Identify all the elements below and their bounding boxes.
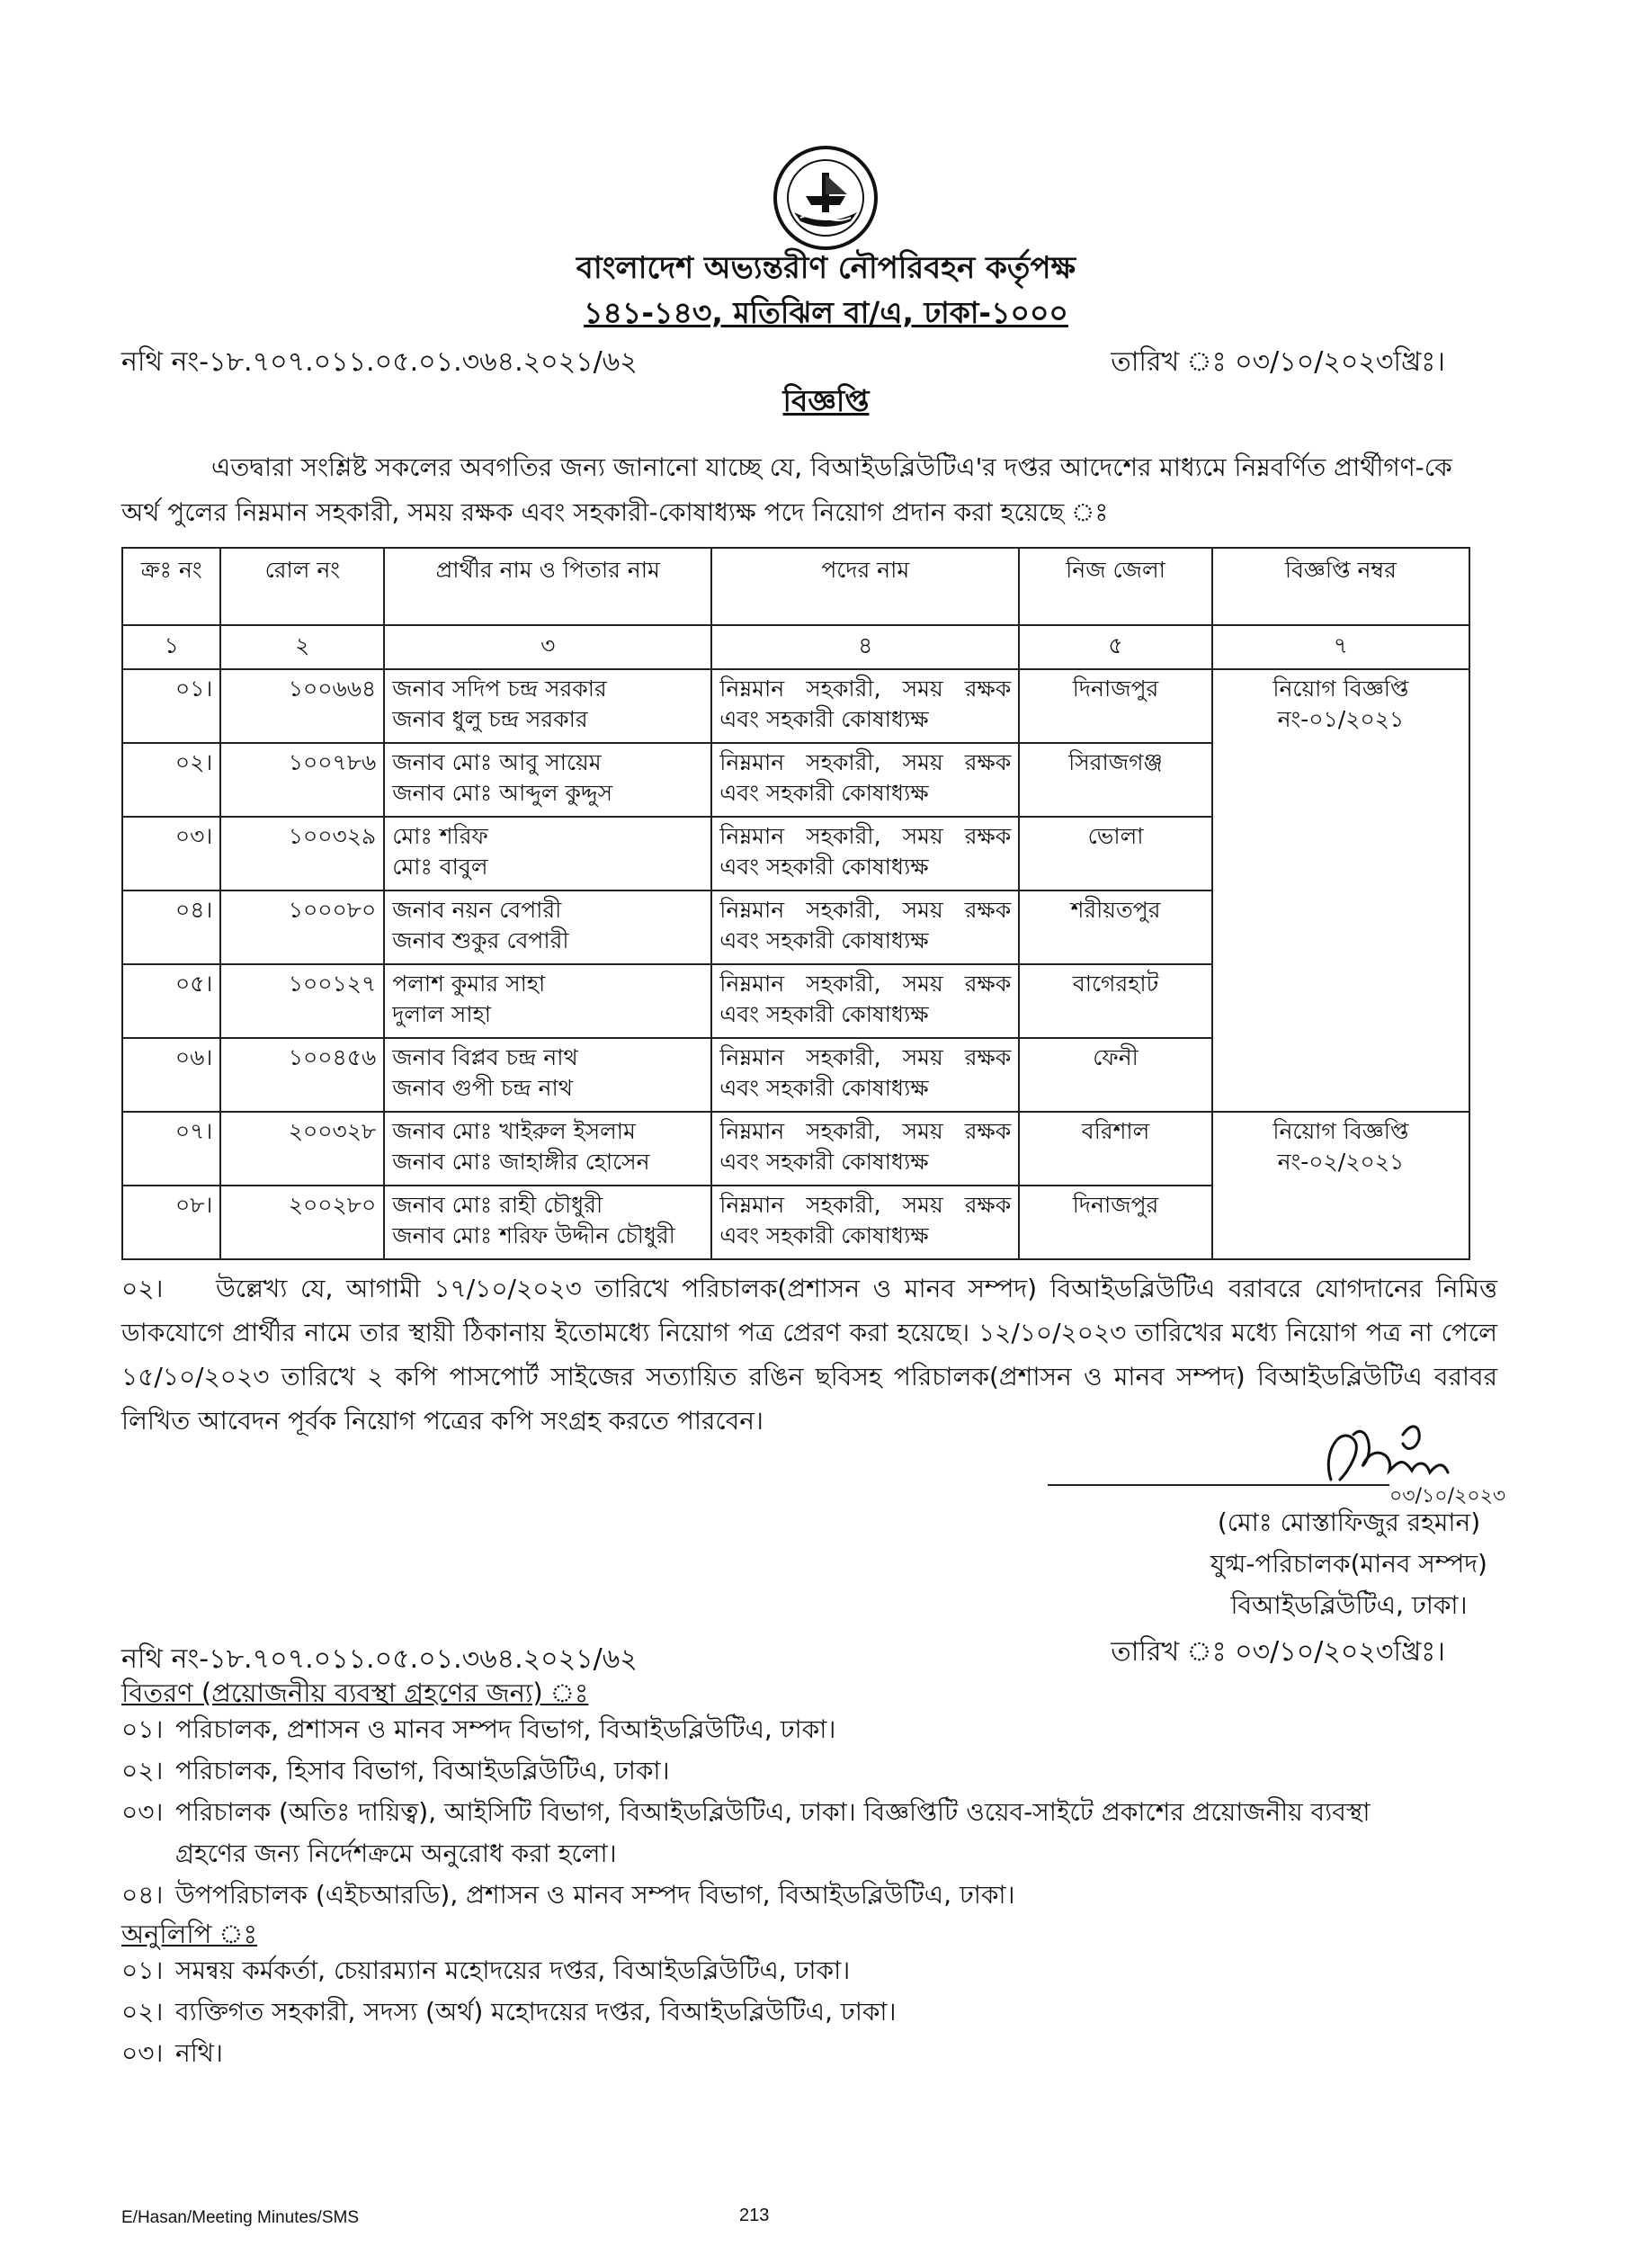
father-name: জনাব মোঃ আব্দুল কুদ্দুস [392, 780, 612, 806]
reference-number: নথি নং-১৮.৭০৭.০১১.০৫.০১.৩৬৪.২০২১/৬২ [121, 346, 638, 378]
cell-district: বরিশাল [1019, 1112, 1212, 1186]
distribution-heading: বিতরণ (প্রয়োজনীয় ব্যবস্থা গ্রহণের জন্য) ঃ [121, 1678, 589, 1708]
issue-date: তারিখ ঃ ০৩/১০/২০২৩খ্রিঃ। [1111, 346, 1445, 378]
signatory-office: বিআইডব্লিউটিএ, ঢাকা। [1230, 1590, 1468, 1620]
cell-serial: ০৩। [122, 817, 220, 890]
cell-post: নিম্নমান সহকারী, সময় রক্ষক এবং সহকারী কোষাধ্যক্ষ [711, 743, 1019, 817]
father-name: জনাব শুকুর বেপারী [392, 927, 569, 953]
cell-advert: নিয়োগ বিজ্ঞপ্তি নং-০১/২০২১ [1212, 669, 1469, 1112]
cell-district: ফেনী [1019, 1038, 1212, 1112]
column-number: ৫ [1019, 625, 1212, 669]
signatory-name: (মোঃ মোস্তাফিজুর রহমান) [1217, 1508, 1481, 1537]
notice-title: বিজ্ঞপ্তি [782, 383, 870, 418]
cell-roll: ১০০১২৭ [220, 964, 384, 1038]
cell-post: নিম্নমান সহকারী, সময় রক্ষক এবং সহকারী কোষাধ্যক্ষ [711, 1186, 1019, 1259]
list-item: ০৩। নথি। [121, 2038, 223, 2068]
cell-post: নিম্নমান সহকারী, সময় রক্ষক এবং সহকারী কোষাধ্যক্ষ [711, 1112, 1019, 1186]
cell-name [384, 1038, 711, 1112]
cell-advert: নিয়োগ বিজ্ঞপ্তি নং-০২/২০২১ [1212, 1112, 1469, 1259]
column-number: ৪ [711, 625, 1019, 669]
candidate-name: জনাব নয়ন বেপারী [392, 897, 562, 923]
cell-roll: ১০০৬৬৪ [220, 669, 384, 743]
cell-district: সিরাজগঞ্জ [1019, 743, 1212, 817]
candidate-name: জনাব মোঃ আবু সায়েম [392, 749, 602, 775]
paragraph-text: উল্লেখ্য যে, আগামী ১৭/১০/২০২৩ তারিখে পরিচালক(প্রশাসন ও মানব সম্পদ) বিআইডব্লিউটিএ বরাবরে যোগদানের নিমিত্ত ডাকযোগে প্রার্থীর নামে তার স্থায়ী ঠিকানায় ইতোমধ্যে নিয়োগ পত্র প্রেরণ করা হয়েছে। ১২/১০/২০২৩ তারিখের মধ্যে নিয়োগ পত্র না পেলে ১৫/১০/২০২৩ তারিখে ২ কপি পাসপোর্ট সাইজের সত্যায়িত রঙিন ছবিসহ পরিচালক(প্রশাসন ও মানব সম্পদ) বিআইডব্লিউটিএ বরাবর লিখিত আবেদন পূর্বক নিয়োগ পত্রের কপি সংগ্রহ করতে পারবেন। [121, 1274, 1497, 1436]
reference-number-footer: নথি নং-১৮.৭০৭.০১১.০৫.০১.৩৬৪.২০২১/৬২ [121, 1643, 638, 1675]
candidate-name: জনাব সদিপ চন্দ্র সরকার [392, 676, 607, 702]
cell-roll: ১০০৭৮৬ [220, 743, 384, 817]
header-district: নিজ জেলা [1019, 548, 1212, 625]
list-item: ০২। পরিচালক, হিসাব বিভাগ, বিআইডব্লিউটিএ, ঢাকা। [121, 1756, 670, 1785]
header-serial: ক্রঃ নং [122, 548, 220, 625]
candidate-name: মোঃ শরিফ [392, 823, 488, 849]
footer-file-path: E/Hasan/Meeting Minutes/SMS [121, 2208, 360, 2227]
cell-post: নিম্নমান সহকারী, সময় রক্ষক এবং সহকারী কোষাধ্যক্ষ [711, 964, 1019, 1038]
cell-name [384, 964, 711, 1038]
signature-date: ০৩/১০/২০২৩ [1389, 1485, 1506, 1508]
table-row [122, 669, 1469, 743]
column-number: ২ [220, 625, 384, 669]
paragraph-number: ০২। [121, 1274, 164, 1303]
father-name: জনাব গুপী চন্দ্র নাথ [392, 1075, 573, 1101]
signatory-designation: যুগ্ম-পরিচালক(মানব সম্পদ) [1210, 1549, 1487, 1579]
copies-heading: অনুলিপি ঃ [121, 1919, 257, 1949]
cell-name [384, 1186, 711, 1259]
cell-district: বাগেরহাট [1019, 964, 1212, 1038]
page-number: 213 [739, 2206, 770, 2225]
cell-roll: ২০০২৮০ [220, 1186, 384, 1259]
column-number: ১ [122, 625, 220, 669]
father-name: মোঃ বাবুল [392, 854, 488, 880]
cell-name [384, 669, 711, 743]
father-name: জনাব ধুলু চন্দ্র সরকার [392, 706, 588, 732]
list-item: ০১। পরিচালক, প্রশাসন ও মানব সম্পদ বিভাগ, বিআইডব্লিউটিএ, ঢাকা। [121, 1714, 836, 1744]
candidate-name: জনাব বিপ্লব চন্দ্র নাথ [392, 1044, 578, 1070]
cell-serial: ০৫। [122, 964, 220, 1038]
list-item: ০২। ব্যক্তিগত সহকারী, সদস্য (অর্থ) মহোদয়ের দপ্তর, বিআইডব্লিউটিএ, ঢাকা। [121, 1997, 897, 2027]
cell-name [384, 1112, 711, 1186]
cell-name [384, 890, 711, 964]
cell-district: ভোলা [1019, 817, 1212, 890]
table-row [122, 1112, 1469, 1186]
intro-paragraph: এতদ্বারা সংশ্লিষ্ট সকলের অবগতির জন্য জানানো যাচ্ছে যে, বিআইডব্লিউটিএ'র দপ্তর আদেশের মাধ্যমে নিম্নবর্ণিত প্রার্থীগণ-কে অর্থ পুলের নিম্নমান সহকারী, সময় রক্ষক এবং সহকারী-কোষাধ্যক্ষ পদে নিয়োগ প্রদান করা হয়েছে ঃ [121, 452, 1452, 527]
candidate-name: পলাশ কুমার সাহা [392, 971, 546, 997]
father-name: দুলাল সাহা [392, 1001, 491, 1027]
organization-address: ১৪১-১৪৩, মতিঝিল বা/এ, ঢাকা-১০০০ [584, 295, 1068, 330]
header-roll: রোল নং [220, 548, 384, 625]
handwritten-signature [1313, 1417, 1506, 1516]
cell-roll: ১০০৪৫৬ [220, 1038, 384, 1112]
distribution-list [121, 1709, 1560, 1916]
cell-post: নিম্নমান সহকারী, সময় রক্ষক এবং সহকারী কোষাধ্যক্ষ [711, 669, 1019, 743]
header-name: প্রার্থীর নাম ও পিতার নাম [384, 548, 711, 625]
cell-roll: ১০০৩২৯ [220, 817, 384, 890]
table-header-row [122, 548, 1469, 625]
cell-post: নিম্নমান সহকারী, সময় রক্ষক এবং সহকারী কোষাধ্যক্ষ [711, 1038, 1019, 1112]
cell-name [384, 817, 711, 890]
list-item: ০১। সমন্বয় কর্মকর্তা, চেয়ারম্যান মহোদয়ের দপ্তর, বিআইডব্লিউটিএ, ঢাকা। [121, 1955, 851, 1985]
cell-post: নিম্নমান সহকারী, সময় রক্ষক এবং সহকারী কোষাধ্যক্ষ [711, 817, 1019, 890]
father-name: জনাব মোঃ জাহাঙ্গীর হোসেন [392, 1149, 650, 1175]
cell-serial: ০১। [122, 669, 220, 743]
cell-roll: ১০০০৮০ [220, 890, 384, 964]
header-post: পদের নাম [711, 548, 1019, 625]
cell-serial: ০৭। [122, 1112, 220, 1186]
copies-list [121, 1950, 1560, 2074]
paragraph-two [121, 1266, 1497, 1443]
list-item: ০৩। পরিচালক (অতিঃ দায়িত্ব), আইসিটি বিভাগ, বিআইডব্লিউটিএ, ঢাকা। বিজ্ঞপ্তিটি ওয়েব-সাইটে প্রকাশের প্রয়োজনীয় ব্যবস্থা গ্রহণের জন্য নির্দেশক্রমে অনুরোধ করা হলো। [121, 1797, 1371, 1868]
candidate-name: জনাব মোঃ রাহী চৌধুরী [392, 1192, 603, 1218]
organization-name: বাংলাদেশ অভ্যন্তরীণ নৌপরিবহন কর্তৃপক্ষ [576, 250, 1076, 286]
cell-post: নিম্নমান সহকারী, সময় রক্ষক এবং সহকারী কোষাধ্যক্ষ [711, 890, 1019, 964]
candidate-name: জনাব মোঃ খাইরুল ইসলাম [392, 1118, 636, 1144]
header-advert: বিজ্ঞপ্তি নম্বর [1212, 548, 1469, 625]
cell-serial: ০৪। [122, 890, 220, 964]
cell-district: দিনাজপুর [1019, 1186, 1212, 1259]
signatory-block [1115, 1502, 1583, 1626]
cell-district: শরীয়তপুর [1019, 890, 1212, 964]
cell-serial: ০৬। [122, 1038, 220, 1112]
cell-serial: ০২। [122, 743, 220, 817]
appointee-table [121, 547, 1470, 1260]
column-number: ৩ [384, 625, 711, 669]
cell-district: দিনাজপুর [1019, 669, 1212, 743]
cell-roll: ২০০৩২৮ [220, 1112, 384, 1186]
list-item: ০৪। উপপরিচালক (এইচআরডি), প্রশাসন ও মানব সম্পদ বিভাগ, বিআইডব্লিউটিএ, ঢাকা। [121, 1880, 1015, 1910]
biwta-emblem-logo [754, 142, 897, 252]
column-number: ৭ [1212, 625, 1469, 669]
cell-name [384, 743, 711, 817]
column-number-row [122, 625, 1469, 669]
cell-serial: ০৮। [122, 1186, 220, 1259]
father-name: জনাব মোঃ শরিফ উদ্দীন চৌধুরী [392, 1222, 675, 1248]
issue-date-footer: তারিখ ঃ ০৩/১০/২০২৩খ্রিঃ। [1111, 1636, 1445, 1668]
